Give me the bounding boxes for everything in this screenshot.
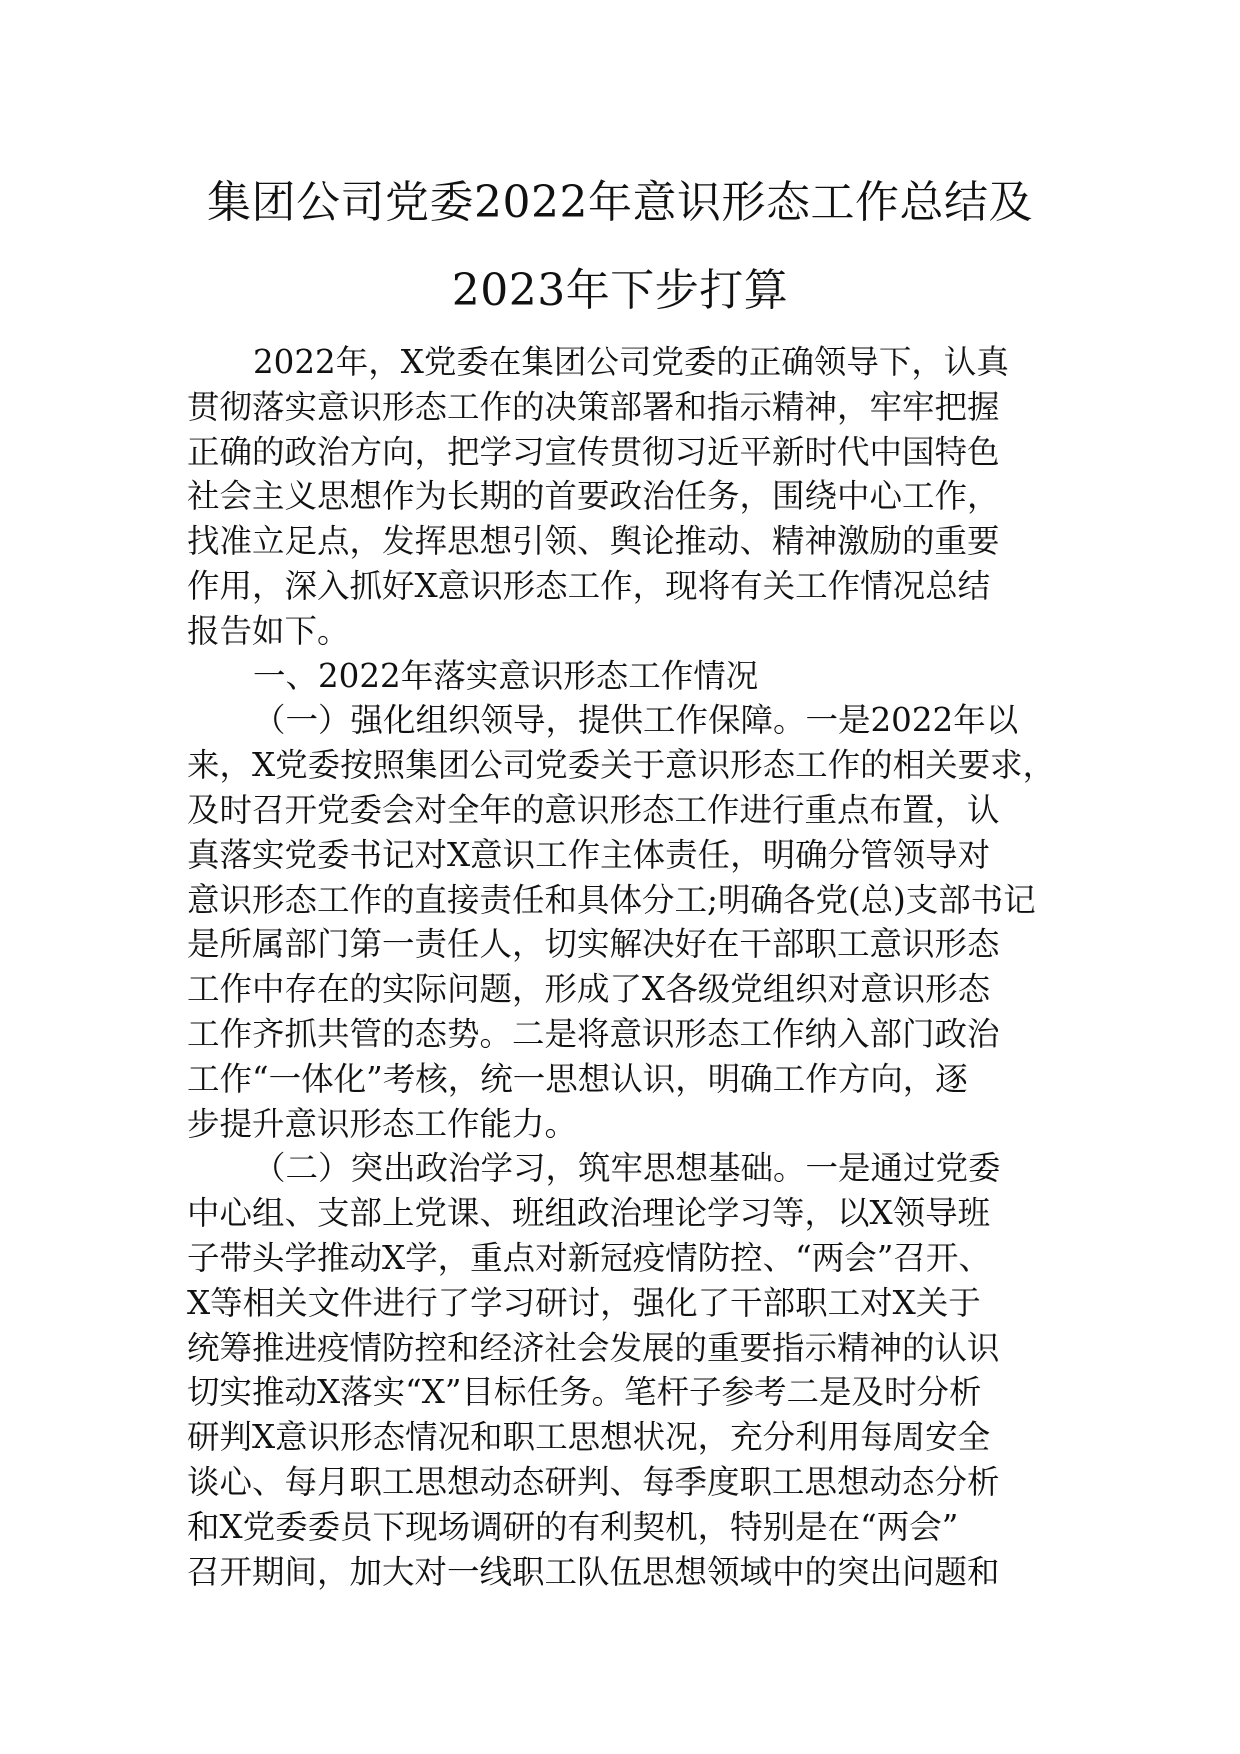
paragraph-line: 工作中存在的实际问题，形成了X各级党组织对意识形态 xyxy=(187,970,991,1009)
paragraph-line: 真落实党委书记对X意识工作主体责任，明确分管领导对 xyxy=(187,835,991,874)
paragraph-line: 工作“一体化”考核，统一思想认识，明确工作方向，逐 xyxy=(187,1059,968,1098)
paragraph-line: 及时召开党委会对全年的意识形态工作进行重点布置，认 xyxy=(187,790,1000,829)
paragraph-line: 召开期间，加大对一线职工队伍思想领域中的突出问题和 xyxy=(187,1552,1000,1591)
paragraph-line: 2022年，X党委在集团公司党委的正确领导下，认真 xyxy=(253,343,1009,381)
paragraph-line: （一）强化组织领导，提供工作保障。一是2022年以 xyxy=(253,701,1019,740)
paragraph-line: X等相关文件进行了学习研讨，强化了干部职工对X关于 xyxy=(187,1283,981,1322)
paragraph-line: （二）突出政治学习，筑牢思想基础。一是通过党委 xyxy=(253,1149,1001,1188)
paragraph-line: 步提升意识形态工作能力。 xyxy=(187,1104,578,1143)
paragraph-line: 贯彻落实意识形态工作的决策部署和指示精神，牢牢把握 xyxy=(187,387,1000,426)
paragraph-line: 工作齐抓共管的态势。二是将意识形态工作纳入部门政治 xyxy=(187,1014,1000,1053)
paragraph-line: 研判X意识形态情况和职工思想状况，充分利用每周安全 xyxy=(187,1418,991,1457)
paragraph-line: 子带头学推动X学，重点对新冠疫情防控、“两会”召开、 xyxy=(187,1238,991,1277)
paragraph-line: 和X党委委员下现场调研的有利契机，特别是在“两会” xyxy=(187,1507,959,1546)
paragraph-line: 是所属部门第一责任人，切实解决好在干部职工意识形态 xyxy=(187,925,1000,964)
document-title-line-2: 2023年下步打算 xyxy=(451,265,789,316)
paragraph-line: 统筹推进疫情防控和经济社会发展的重要指示精神的认识 xyxy=(187,1328,1000,1367)
document-title-line-1: 集团公司党委2022年意识形态工作总结及 xyxy=(207,177,1033,228)
section-heading: 一、2022年落实意识形态工作情况 xyxy=(253,656,759,695)
paragraph-line: 来，X党委按照集团公司党委关于意识形态工作的相关要求， xyxy=(187,746,1056,785)
paragraph-line: 找准立足点，发挥思想引领、舆论推动、精神激励的重要 xyxy=(187,522,1000,561)
paragraph-line: 中心组、支部上党课、班组政治理论学习等，以X领导班 xyxy=(187,1194,991,1233)
paragraph-line: 作用，深入抓好X意识形态工作，现将有关工作情况总结 xyxy=(187,566,991,605)
document-body xyxy=(187,340,1056,1594)
paragraph-line: 社会主义思想作为长期的首要政治任务，围绕中心工作， xyxy=(187,477,1000,516)
paragraph-line: 谈心、每月职工思想动态研判、每季度职工思想动态分析 xyxy=(187,1462,1000,1501)
paragraph-line: 正确的政治方向，把学习宣传贯彻习近平新时代中国特色 xyxy=(187,432,1000,471)
paragraph-line: 意识形态工作的直接责任和具体分工;明确各党(总)支部书记 xyxy=(187,880,1036,919)
paragraph-line: 报告如下。 xyxy=(187,611,350,650)
paragraph-line: 切实推动X落实“X”目标任务。笔杆子参考二是及时分析 xyxy=(187,1373,982,1412)
